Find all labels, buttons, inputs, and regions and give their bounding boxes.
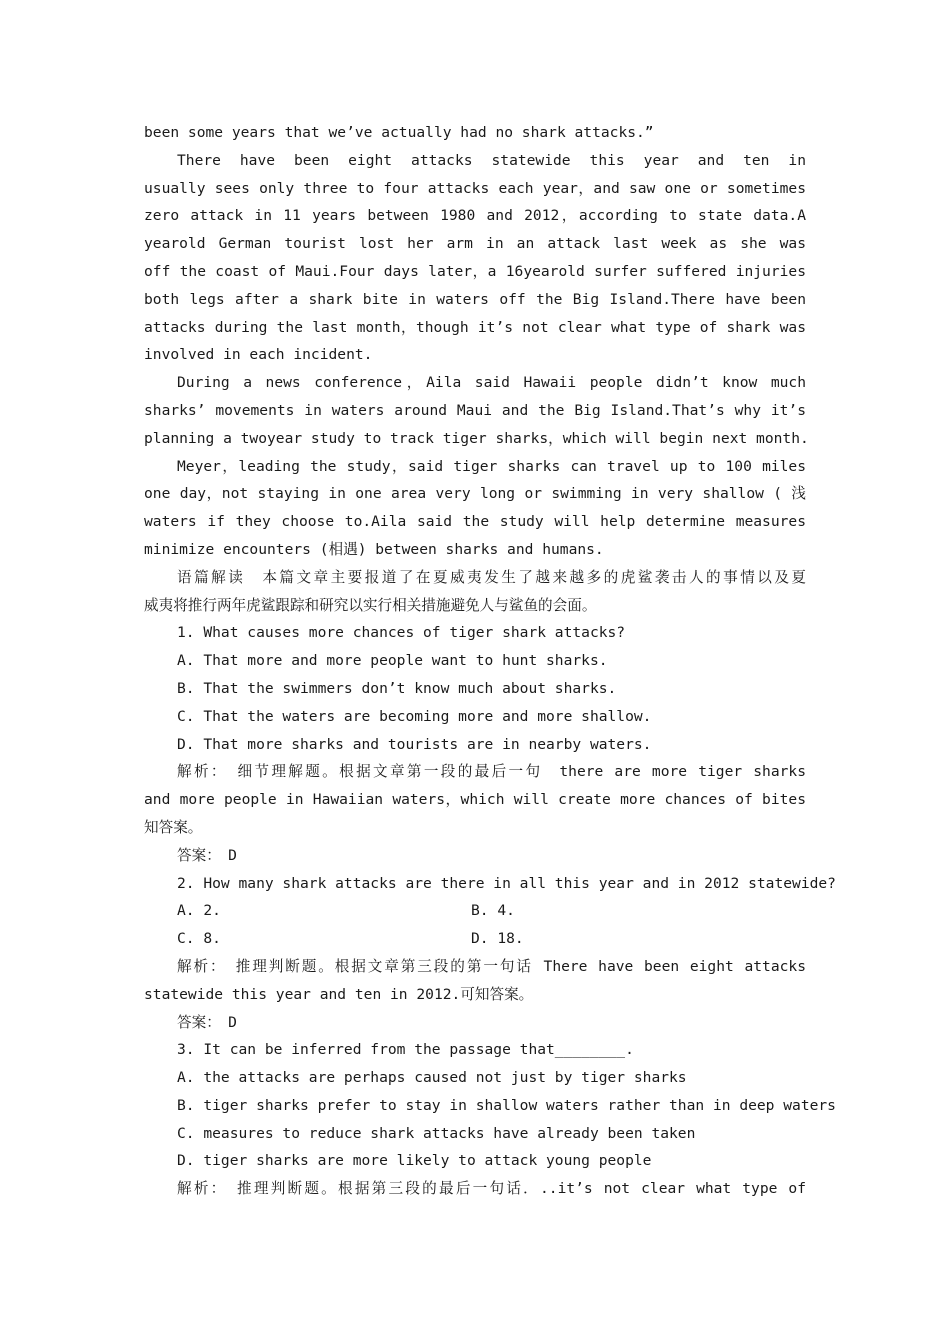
- question-2: [144, 870, 836, 1037]
- document-page: [144, 119, 836, 1203]
- text-line: sharks’ movements in waters around Maui and the Big Island.That’s why it’s: [144, 401, 806, 419]
- option-a: A. 2.: [177, 902, 221, 920]
- analysis-line: 解析： 推理判断题。根据第三段的最后一句话．..it’s not clear what type of: [177, 1180, 806, 1198]
- text-line: There have been eight attacks statewide this year and ten in: [177, 151, 806, 169]
- option-d: D. 18.: [471, 930, 524, 948]
- text-line: 威夷将推行两年虎鲨跟踪和研究以实行相关措施避免人与鲨鱼的会面。: [144, 596, 597, 614]
- option-b: B. 4.: [471, 902, 515, 920]
- text-line: been some years that we’ve actually had no shark attacks.”: [144, 124, 654, 141]
- option-row: [144, 925, 806, 953]
- text-line: yearold German tourist lost her arm in an attack last week as she was: [144, 235, 806, 253]
- option-c: C. 8.: [177, 930, 221, 948]
- question-stem: 1. What causes more chances of tiger shark attacks?: [177, 624, 626, 642]
- text-line: minimize encounters (相遇) between sharks and humans.: [144, 540, 604, 558]
- option-b: B. tiger sharks prefer to stay in shallow waters rather than in deep waters: [177, 1096, 836, 1114]
- option-c: C. That the waters are becoming more and more shallow.: [177, 707, 652, 725]
- paragraph-attack-stats: [144, 147, 806, 369]
- analysis-line: 知答案。: [144, 818, 203, 836]
- answer-line: 答案： D: [177, 1013, 237, 1031]
- question-1: [144, 619, 806, 869]
- analysis-line: statewide this year and ten in 2012.可知答案。: [144, 985, 534, 1003]
- text-line: usually sees only three to four attacks each year，and saw one or sometimes: [144, 179, 806, 197]
- question-3: [144, 1036, 836, 1203]
- text-line: 语篇解读 本篇文章主要报道了在夏威夷发生了越来越多的虎鲨袭击人的事情以及夏: [177, 568, 806, 586]
- analysis-line: 解析： 推理判断题。根据文章第三段的第一句话 There have been eight attacks: [177, 957, 806, 975]
- text-line: both legs after a shark bite in waters off the Big Island.There have been: [144, 290, 806, 308]
- text-line: off the coast of Maui.Four days later，a 16yearold surfer suffered injuries: [144, 262, 806, 280]
- text-line: zero attack in 11 years between 1980 and 2012，according to state data.A: [144, 207, 806, 225]
- text-line: one day，not staying in one area very long or swimming in very shallow ( 浅: [144, 485, 806, 503]
- option-b: B. That the swimmers don’t know much about sharks.: [177, 679, 617, 697]
- passage-summary: [144, 564, 806, 620]
- text-line: During a news conference，Aila said Hawaii people didn’t know much: [177, 374, 806, 392]
- paragraph-study: [144, 453, 806, 564]
- option-a: A. the attacks are perhaps caused not just by tiger sharks: [177, 1069, 687, 1087]
- question-stem: 2. How many shark attacks are there in all this year and in 2012 statewide?: [177, 874, 836, 892]
- text-line: involved in each incident.: [144, 346, 373, 364]
- paragraph-news-conference: [144, 369, 809, 452]
- answer-line: 答案： D: [177, 846, 237, 864]
- analysis-line: 解析： 细节理解题。根据文章第一段的最后一句 there are more tiger sharks: [177, 763, 806, 781]
- text-line: Meyer，leading the study，said tiger sharks can travel up to 100 miles: [177, 457, 806, 475]
- option-d: D. tiger sharks are more likely to attack young people: [177, 1152, 652, 1170]
- text-line: attacks during the last month，though it’s not clear what type of shark was: [144, 318, 806, 336]
- option-row: [144, 897, 806, 925]
- question-stem: 3. It can be inferred from the passage that________.: [177, 1041, 634, 1059]
- text-line: planning a twoyear study to track tiger sharks，which will begin next month.: [144, 429, 809, 447]
- analysis-line: and more people in Hawaiian waters，which will create more chances of bites: [144, 791, 806, 809]
- option-c: C. measures to reduce shark attacks have already been taken: [177, 1124, 696, 1142]
- option-a: A. That more and more people want to hunt sharks.: [177, 652, 608, 670]
- text-line: waters if they choose to.Aila said the study will help determine measures: [144, 513, 806, 531]
- option-d: D. That more sharks and tourists are in nearby waters.: [177, 735, 652, 753]
